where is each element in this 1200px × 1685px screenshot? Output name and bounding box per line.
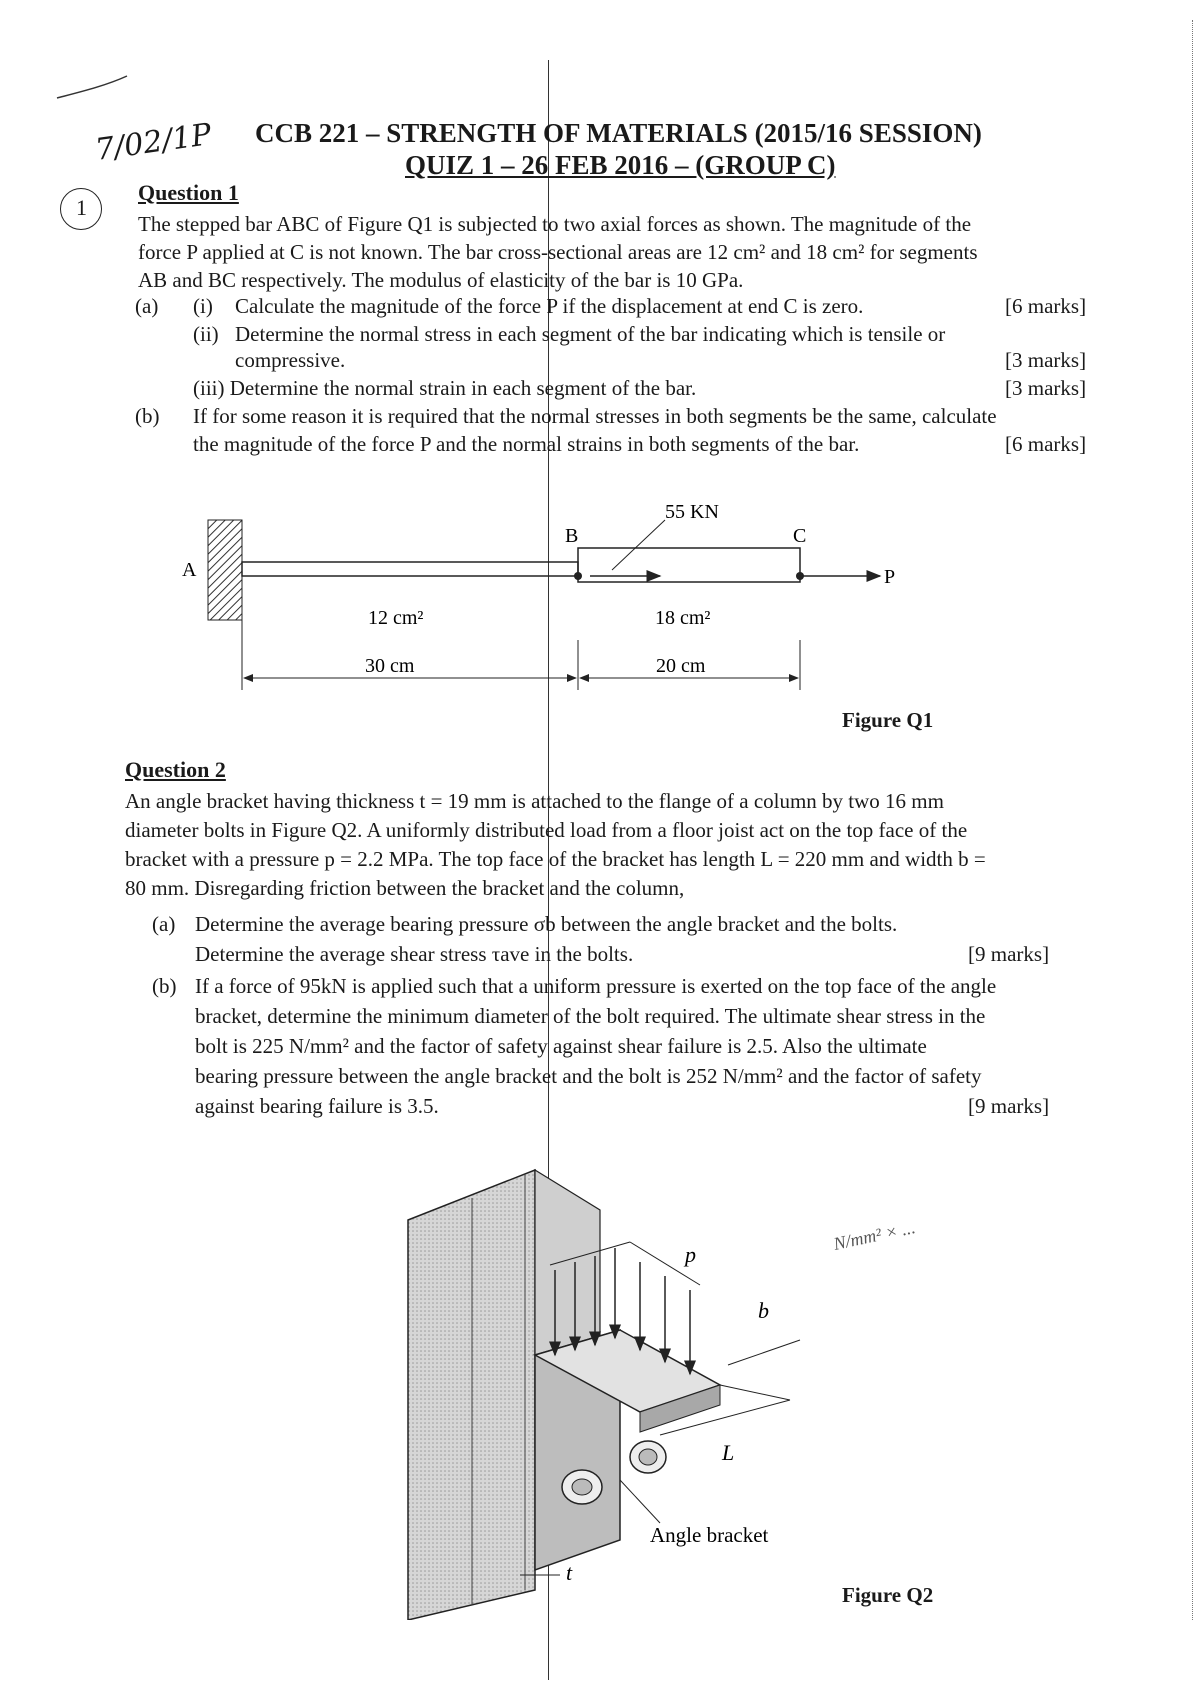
- part-b-line: If for some reason it is required that the normal stresses in both segments be the same, calculate: [193, 404, 997, 428]
- part-a-label: (a): [135, 294, 159, 318]
- point-label-b: B: [565, 525, 579, 547]
- handwritten-tick-mark: [55, 68, 135, 108]
- question1-heading: Question 1: [138, 180, 239, 205]
- q2-part-b-line: bearing pressure between the angle bracket and the bolt is 252 N/mm² and the factor of safety: [195, 1064, 982, 1088]
- part-a-ii-line: compressive.: [235, 348, 346, 372]
- area-label-bc: 18 cm²: [655, 607, 711, 629]
- force-label-p: P: [884, 566, 896, 588]
- part-a-i-label: (i): [193, 294, 213, 318]
- part-a-iii-marks: [3 marks]: [1005, 376, 1087, 400]
- question-number: 1: [76, 195, 87, 220]
- q2-part-a-line: Determine the average bearing pressure σb between the angle bracket and the bolts.: [195, 912, 898, 936]
- segment-bc: [578, 548, 800, 582]
- length-label-l: L: [722, 1440, 735, 1465]
- q2-part-a-label: (a): [152, 912, 176, 936]
- course-title: CCB 221 – STRENGTH OF MATERIALS (2015/16 SESSION): [255, 118, 982, 148]
- question2-heading: Question 2: [125, 757, 226, 782]
- question-number-circle: [60, 188, 102, 230]
- figure-q1-stepped-bar: [0, 490, 1200, 730]
- q2-part-b-line: If a force of 95kN is applied such that a uniform pressure is exerted on the top face of the angle: [195, 974, 997, 998]
- point-label-a: A: [182, 559, 197, 581]
- question1-intro-line: force P applied at C is not known. The bar cross-sectional areas are 12 cm² and 18 cm² for segments: [138, 240, 978, 264]
- question1-intro-line: The stepped bar ABC of Figure Q1 is subjected to two axial forces as shown. The magnitude of the: [138, 212, 972, 236]
- part-b-label: (b): [135, 404, 160, 428]
- figure-q2-angle-bracket: [0, 1150, 1200, 1620]
- part-a-ii-line: Determine the normal stress in each segment of the bar indicating which is tensile or: [235, 322, 946, 346]
- part-b-line: the magnitude of the force P and the normal strains in both segments of the bar.: [193, 432, 860, 456]
- q2-part-a-line: Determine the average shear stress τave in the bolts.: [195, 942, 634, 966]
- figure-q1-caption: Figure Q1: [842, 708, 934, 732]
- question2-intro-line: 80 mm. Disregarding friction between the bracket and the column,: [125, 876, 685, 900]
- force-label-55kn: 55 KN: [665, 501, 719, 523]
- fixed-support: [208, 520, 242, 620]
- q2-part-b-line: bracket, determine the minimum diameter of the bolt required. The ultimate shear stress in the: [195, 1004, 986, 1028]
- force-label-leader: [612, 520, 665, 570]
- thickness-label-t: t: [566, 1560, 573, 1585]
- width-label-b: b: [758, 1298, 769, 1323]
- q2-part-b-line: bolt is 225 N/mm² and the factor of safety against shear failure is 2.5. Also the ultimate: [195, 1034, 927, 1058]
- part-a-iii-text: (iii) Determine the normal strain in each segment of the bar.: [193, 376, 697, 400]
- q2-part-b-line: against bearing failure is 3.5.: [195, 1094, 439, 1118]
- pressure-label-p: p: [685, 1242, 696, 1267]
- question2-intro-line: diameter bolts in Figure Q2. A uniformly distributed load from a floor joist act on the top face of the: [125, 818, 968, 842]
- part-a-i-text: Calculate the magnitude of the force P if the displacement at end C is zero.: [235, 294, 864, 318]
- length-label-bc: 20 cm: [656, 655, 706, 677]
- handwritten-note: N/mm² × ...: [831, 1217, 918, 1254]
- part-a-ii-marks: [3 marks]: [1005, 348, 1087, 372]
- area-label-ab: 12 cm²: [368, 607, 424, 629]
- part-a-ii-label: (ii): [193, 322, 219, 346]
- question2-intro-line: An angle bracket having thickness t = 19 mm is attached to the flange of a column by two 16 mm: [125, 789, 944, 813]
- q2-part-b-label: (b): [152, 974, 177, 998]
- segment-ab: [242, 562, 578, 576]
- figure-q2-caption: Figure Q2: [842, 1583, 934, 1607]
- length-label-ab: 30 cm: [365, 655, 415, 677]
- part-a-i-marks: [6 marks]: [1005, 294, 1087, 318]
- quiz-title: QUIZ 1 – 26 FEB 2016 – (GROUP C): [405, 150, 836, 180]
- point-label-c: C: [793, 525, 807, 547]
- bracket-label-leader: [620, 1480, 660, 1523]
- question2-intro-line: bracket with a pressure p = 2.2 MPa. The top face of the bracket has length L = 220 mm and width b =: [125, 847, 986, 871]
- part-b-marks: [6 marks]: [1005, 432, 1087, 456]
- q2-part-b-marks: [9 marks]: [968, 1094, 1050, 1118]
- dimension-b: [728, 1340, 800, 1365]
- q2-part-a-marks: [9 marks]: [968, 942, 1050, 966]
- question1-intro-line: AB and BC respectively. The modulus of elasticity of the bar is 10 GPa.: [138, 268, 744, 292]
- handwritten-date: 7/02/1P: [93, 117, 214, 168]
- angle-bracket-label: Angle bracket: [650, 1523, 769, 1547]
